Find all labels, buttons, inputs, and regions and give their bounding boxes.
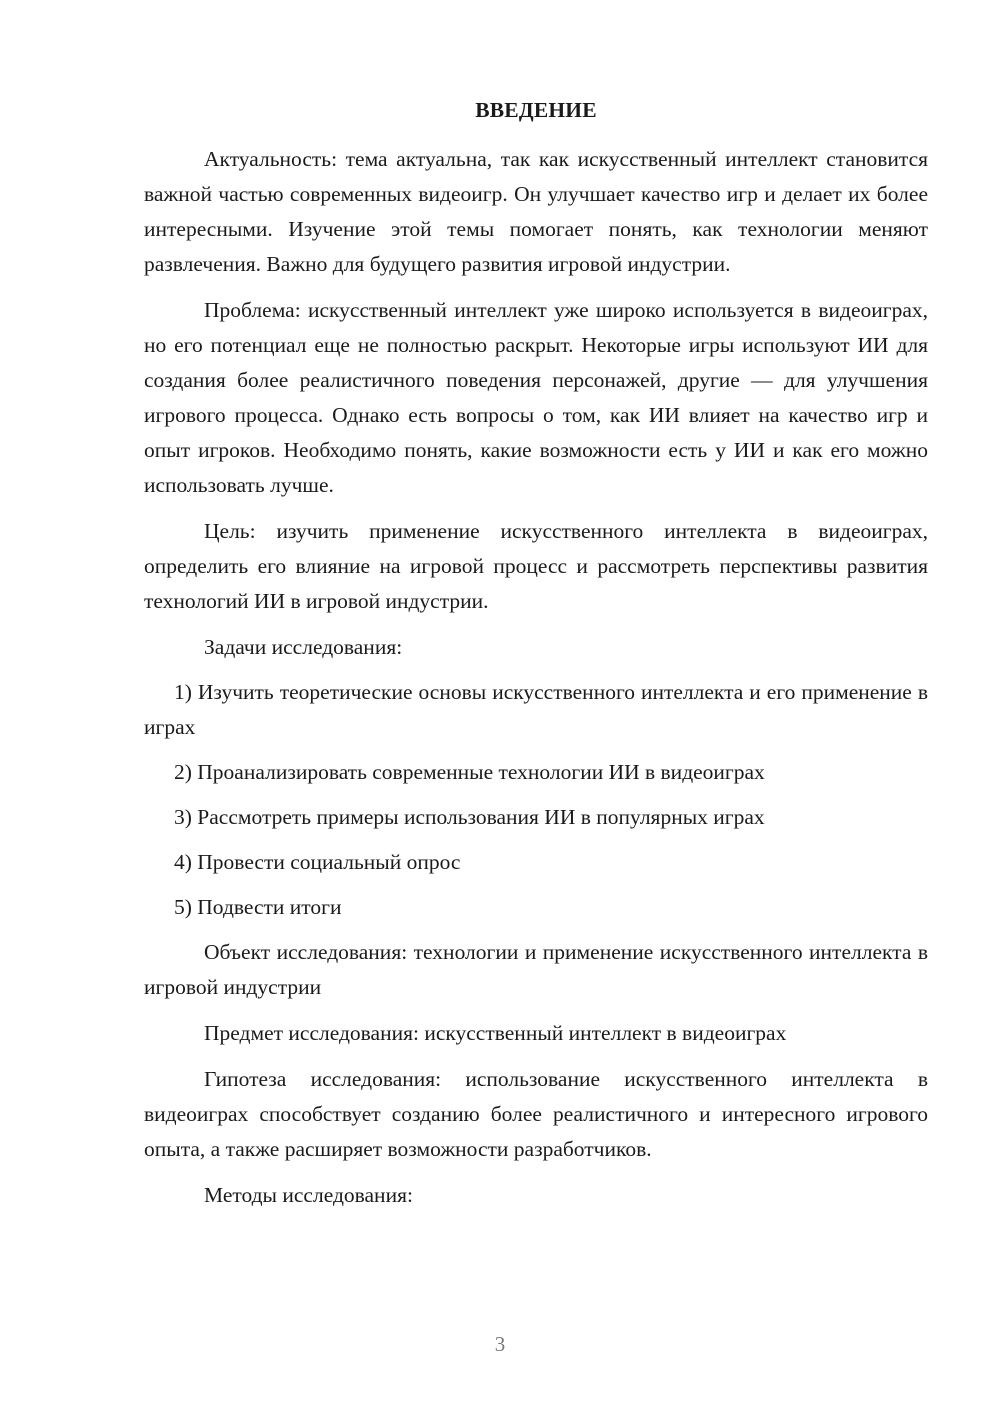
paragraph-methods: Методы исследования: (204, 1183, 413, 1207)
page-number: 3 (494, 1332, 506, 1356)
paragraph-hypothesis: Гипотеза исследования: использование искусственного интеллекта в видеоиграх способствует созданию более реалистичного и интересного игрового опыта, а также расширяет возможности разработчиков. (144, 1067, 928, 1161)
paragraph-object: Объект исследования: технологии и применение искусственного интеллекта в игровой индустрии (144, 940, 928, 999)
paragraph-relevance: Актуальность: тема актуальна, так как искусственный интеллект становится важной частью современных видеоигр. Он улучшает качество игр и делает их более интересными. Изучение этой темы помогает понять, как технологии меняют развлечения. Важно для будущего развития игровой индустрии. (144, 147, 928, 276)
task-item-1: 1) Изучить теоретические основы искусственного интеллекта и его применение в играх (144, 680, 928, 739)
section-title: ВВЕДЕНИЕ (475, 98, 597, 122)
document-page (144, 93, 928, 1224)
task-item-3: 3) Рассмотреть примеры использования ИИ в популярных играх (174, 805, 765, 829)
paragraph-problem: Проблема: искусственный интеллект уже широко используется в видеоиграх, но его потенциал еще не полностью раскрыт. Некоторые игры используют ИИ для создания более реалистичного поведения персонажей, другие — для улучшения игрового процесса. Однако есть вопросы о том, как ИИ влияет на качество игр и опыт игроков. Необходимо понять, какие возможности есть у ИИ и как его можно использовать лучше. (144, 298, 928, 497)
paragraph-tasks-heading: Задачи исследования: (204, 635, 403, 659)
paragraph-goal: Цель: изучить применение искусственного интеллекта в видеоиграх, определить его влияние на игровой процесс и рассмотреть перспективы развития технологий ИИ в игровой индустрии. (144, 519, 928, 613)
task-item-4: 4) Провести социальный опрос (174, 850, 461, 874)
task-item-5: 5) Подвести итоги (174, 895, 342, 919)
task-item-2: 2) Проанализировать современные технологии ИИ в видеоиграх (174, 760, 765, 784)
paragraph-subject: Предмет исследования: искусственный интеллект в видеоиграх (204, 1021, 787, 1045)
